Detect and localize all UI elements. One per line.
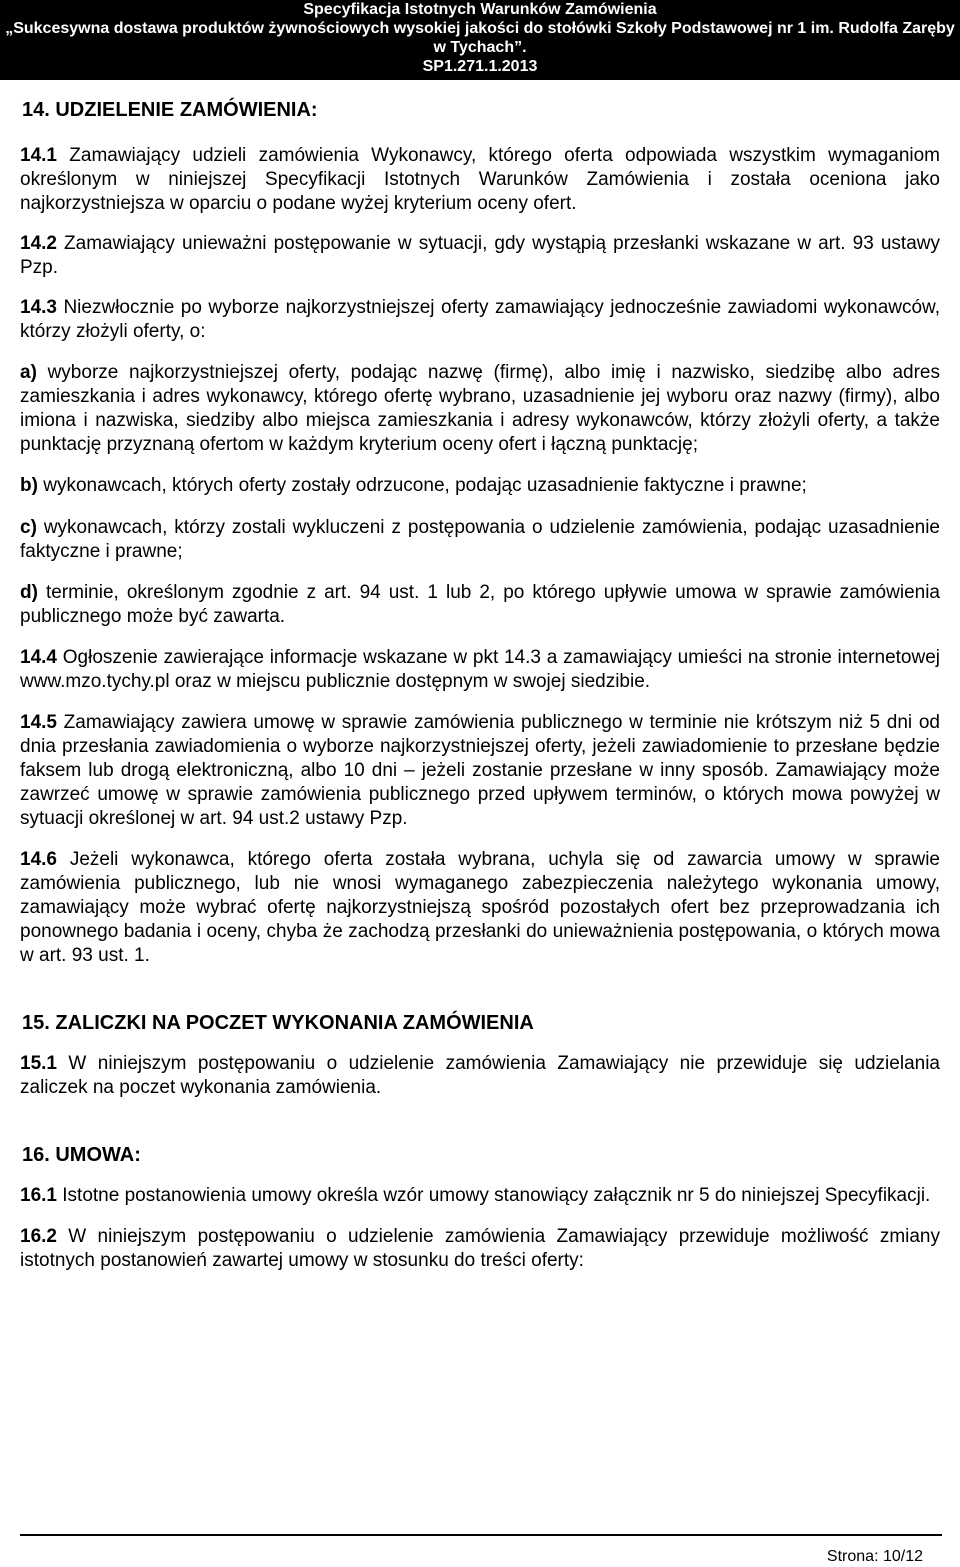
paragraph-14-1 (20, 144, 940, 216)
list-item-label: c) (20, 517, 37, 538)
paragraph-text: Istotne postanowienia umowy określa wzór umowy stanowiący załącznik nr 5 do niniejszej Specyfikacji. (56, 1185, 931, 1206)
section-14-heading: 14. UDZIELENIE ZAMÓWIENIA: (22, 99, 318, 121)
paragraph-number: 15.1 (20, 1053, 57, 1074)
paragraph-14-5 (20, 711, 940, 831)
paragraph-text: Zamawiający udzieli zamówienia Wykonawcy, którego oferta odpowiada wszystkim wymaganiom określonym w niniejszej Specyfikacji Istotnych Warunków Zamówienia i została oceniona jako najkorzystniejsza w oparciu o podane wyżej kryterium oceny ofert. (20, 145, 940, 214)
paragraph-number: 14.4 (20, 647, 57, 668)
document-header (0, 0, 960, 80)
header-title: Specyfikacja Istotnych Warunków Zamówienia (303, 1, 657, 18)
paragraph-16-2 (20, 1225, 940, 1273)
paragraph-text: Jeżeli wykonawca, którego oferta została wybrana, uchyla się od zawarcia umowy w sprawie zamówienia publicznego, lub nie wnosi wymaganego zabezpieczenia należytego wykonania umowy, zamawiający może wybrać ofertę najkorzystniejszą spośród pozostałych ofert bez przeprowadzania ich ponownego badania i oceny, chyba że zachodzą przesłanki do unieważnienia postępowania, o których mowa w art. 93 ust. 1. (20, 849, 940, 966)
list-item-text: terminie, określonym zgodnie z art. 94 ust. 1 lub 2, po którego upływie umowa w sprawie zamówienia publicznego może być zawarta. (20, 582, 940, 627)
paragraph-number: 14.2 (20, 233, 57, 254)
paragraph-16-1 (20, 1184, 940, 1208)
document-body (0, 98, 960, 1273)
list-item-c (20, 516, 940, 564)
paragraph-14-3 (20, 296, 940, 344)
paragraph-text: Niezwłocznie po wyborze najkorzystniejszej oferty zamawiający jednocześnie zawiadomi wykonawców, którzy złożyli oferty, o: (20, 297, 940, 342)
paragraph-number: 14.6 (20, 849, 57, 870)
header-subject-line-2: w Tychach”. (433, 39, 527, 56)
paragraph-text: W niniejszym postępowaniu o udzielenie zamówienia Zamawiający nie przewiduje się udzielania zaliczek na poczet wykonania zamówienia. (20, 1053, 940, 1098)
list-item-label: a) (20, 362, 37, 383)
paragraph-text: Ogłoszenie zawierające informacje wskazane w pkt 14.3 a zamawiający umieści na stronie internetowej www.mzo.tychy.pl oraz w miejscu publicznie dostępnym w swojej siedzibie. (20, 647, 940, 692)
list-item-text: wykonawcach, którzy zostali wykluczeni z postępowania o udzielenie zamówienia, podając uzasadnienie faktyczne i prawne; (20, 517, 940, 562)
page-number: Strona: 10/12 (826, 1548, 923, 1565)
section-16-heading: 16. UMOWA: (22, 1144, 141, 1166)
paragraph-number: 14.3 (20, 297, 57, 318)
header-reference: SP1.271.1.2013 (422, 58, 538, 75)
paragraph-14-6 (20, 848, 940, 968)
header-subject-line-1: „Sukcesywna dostawa produktów żywnościowych wysokiej jakości do stołówki Szkoły Podstawowej nr 1 im. Rudolfa Zaręby (5, 20, 955, 37)
list-item-text: wyborze najkorzystniejszej oferty, podając nazwę (firmę), albo imię i nazwisko, siedzibę albo adres zamieszkania i adres wykonawcy, którego ofertę wybrano, uzasadnienie jej wyboru oraz nazwy (firmy), albo imiona i nazwiska, siedziby albo miejsca zamieszkania i adresy wykonawców, którzy złożyli oferty, a także punktację przyznaną ofertom w każdym kryterium oceny ofert i łączną punktację; (20, 362, 940, 455)
paragraph-text: Zamawiający zawiera umowę w sprawie zamówienia publicznego w terminie nie krótszym niż 5 dni od dnia przesłania zawiadomienia o wyborze najkorzystniejszej oferty, jeżeli zawiadomienie to przesłane będzie faksem lub drogą elektroniczną, albo 10 dni – jeżeli zostanie przesłane w inny sposób. Zamawiający może zawrzeć umowę w sprawie zamówienia publicznego przed upływem terminów, o których mowa powyżej w sytuacji określonej w art. 94 ust.2 ustawy Pzp. (20, 712, 940, 829)
list-item-label: d) (20, 582, 38, 603)
paragraph-15-1 (20, 1052, 940, 1100)
footer-divider (20, 1534, 942, 1536)
paragraph-14-4 (20, 646, 940, 694)
paragraph-number: 14.5 (20, 712, 57, 733)
section-15-heading: 15. ZALICZKI NA POCZET WYKONANIA ZAMÓWIENIA (22, 1012, 534, 1034)
list-item-text: wykonawcach, których oferty zostały odrzucone, podając uzasadnienie faktyczne i prawne; (37, 475, 807, 496)
paragraph-number: 14.1 (20, 145, 57, 166)
list-item-d (20, 581, 940, 629)
list-item-b (20, 474, 940, 498)
paragraph-14-2 (20, 232, 940, 280)
paragraph-number: 16.2 (20, 1226, 57, 1247)
paragraph-text: Zamawiający unieważni postępowanie w sytuacji, gdy wystąpią przesłanki wskazane w art. 93 ustawy Pzp. (20, 233, 940, 278)
paragraph-text: W niniejszym postępowaniu o udzielenie zamówienia Zamawiający przewiduje możliwość zmiany istotnych postanowień zawartej umowy w stosunku do treści oferty: (20, 1226, 940, 1271)
paragraph-number: 16.1 (20, 1185, 57, 1206)
list-item-a (20, 361, 940, 457)
list-item-label: b) (20, 475, 38, 496)
